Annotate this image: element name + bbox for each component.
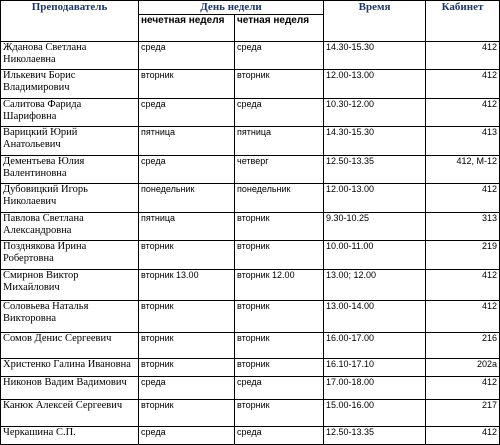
room-cell: 412 [426, 377, 500, 400]
time-cell: 16.10-17.10 [324, 359, 426, 377]
table-row [1, 400, 500, 427]
odd-week-cell: вторник [139, 70, 235, 99]
room-cell: 412, М-12 [426, 156, 500, 184]
teacher-cell: Канюк Алексей Сергеевич [1, 400, 139, 427]
room-cell: 412 [426, 427, 500, 445]
header-time: Время [324, 1, 426, 42]
time-cell: 14.30-15.30 [324, 127, 426, 156]
odd-week-cell: вторник [139, 241, 235, 270]
teacher-cell: Дубовицкий Игорь Николаевич [1, 184, 139, 213]
even-week-cell: вторник [235, 241, 324, 270]
even-week-cell: вторник 12.00 [235, 270, 324, 301]
room-cell: 412 [426, 184, 500, 213]
room-cell: 202а [426, 359, 500, 377]
table-row [1, 156, 500, 184]
header-even-week: четная неделя [235, 15, 324, 42]
time-cell: 12.50-13.35 [324, 156, 426, 184]
room-cell: 219 [426, 241, 500, 270]
schedule-body [1, 42, 500, 445]
teacher-cell: Соловьева Наталья Викторовна [1, 301, 139, 333]
odd-week-cell: вторник [139, 301, 235, 333]
teacher-cell: Черкашина С.П. [1, 427, 139, 445]
odd-week-cell: среда [139, 156, 235, 184]
room-cell: 412 [426, 270, 500, 301]
table-row [1, 99, 500, 127]
odd-week-cell: среда [139, 99, 235, 127]
table-row [1, 42, 500, 70]
time-cell: 14.30-15.30 [324, 42, 426, 70]
table-row [1, 127, 500, 156]
odd-week-cell: вторник [139, 359, 235, 377]
even-week-cell: пятница [235, 127, 324, 156]
even-week-cell: среда [235, 99, 324, 127]
time-cell: 10.00-11.00 [324, 241, 426, 270]
time-cell: 12.00-13.00 [324, 70, 426, 99]
even-week-cell: четверг [235, 156, 324, 184]
room-cell: 217 [426, 400, 500, 427]
time-cell: 16.00-17.00 [324, 333, 426, 359]
time-cell: 12.00-13.00 [324, 184, 426, 213]
teacher-cell: Илькевич Борис Владимирович [1, 70, 139, 99]
odd-week-cell: вторник [139, 400, 235, 427]
table-row [1, 427, 500, 445]
odd-week-cell: среда [139, 377, 235, 400]
table-row [1, 333, 500, 359]
room-cell: 313 [426, 213, 500, 241]
teacher-cell: Жданова Светлана Николаевна [1, 42, 139, 70]
teacher-cell: Позднякова Ирина Робертовна [1, 241, 139, 270]
table-row [1, 270, 500, 301]
time-cell: 13.00; 12.00 [324, 270, 426, 301]
room-cell: 216 [426, 333, 500, 359]
room-cell: 412 [426, 70, 500, 99]
table-row [1, 213, 500, 241]
time-cell: 13.00-14.00 [324, 301, 426, 333]
room-cell: 412 [426, 301, 500, 333]
time-cell: 9.30-10.25 [324, 213, 426, 241]
teacher-cell: Никонов Вадим Вадимович [1, 377, 139, 400]
even-week-cell: среда [235, 377, 324, 400]
time-cell: 10.30-12.00 [324, 99, 426, 127]
table-row [1, 70, 500, 99]
even-week-cell: вторник [235, 213, 324, 241]
odd-week-cell: пятница [139, 213, 235, 241]
table-row [1, 241, 500, 270]
table-row [1, 377, 500, 400]
time-cell: 15.00-16.00 [324, 400, 426, 427]
room-cell: 413 [426, 127, 500, 156]
odd-week-cell: пятница [139, 127, 235, 156]
teacher-cell: Смирнов Виктор Михайлович [1, 270, 139, 301]
table-row [1, 359, 500, 377]
teacher-cell: Салитова Фарида Шарифовна [1, 99, 139, 127]
even-week-cell: вторник [235, 301, 324, 333]
odd-week-cell: вторник [139, 333, 235, 359]
even-week-cell: вторник [235, 70, 324, 99]
odd-week-cell: понедельник [139, 184, 235, 213]
room-cell: 412 [426, 42, 500, 70]
even-week-cell: понедельник [235, 184, 324, 213]
table-row [1, 184, 500, 213]
even-week-cell: вторник [235, 359, 324, 377]
teacher-cell: Дементьева Юлия Валентиновна [1, 156, 139, 184]
time-cell: 12.50-13.35 [324, 427, 426, 445]
odd-week-cell: среда [139, 42, 235, 70]
odd-week-cell: вторник 13.00 [139, 270, 235, 301]
header-weekday: День недели [139, 1, 324, 15]
time-cell: 17.00-18.00 [324, 377, 426, 400]
odd-week-cell: среда [139, 427, 235, 445]
teacher-cell: Сомов Денис Сергеевич [1, 333, 139, 359]
teacher-cell: Варицкий Юрий Анатольевич [1, 127, 139, 156]
header-teacher: Преподаватель [1, 1, 139, 42]
even-week-cell: вторник [235, 333, 324, 359]
header-odd-week: нечетная неделя [139, 15, 235, 42]
teacher-cell: Павлова Светлана Александровна [1, 213, 139, 241]
teacher-cell: Христенко Галина Ивановна [1, 359, 139, 377]
even-week-cell: среда [235, 42, 324, 70]
table-row [1, 301, 500, 333]
even-week-cell: вторник [235, 400, 324, 427]
room-cell: 412 [426, 99, 500, 127]
header-room: Кабинет [426, 1, 500, 42]
even-week-cell: среда [235, 427, 324, 445]
